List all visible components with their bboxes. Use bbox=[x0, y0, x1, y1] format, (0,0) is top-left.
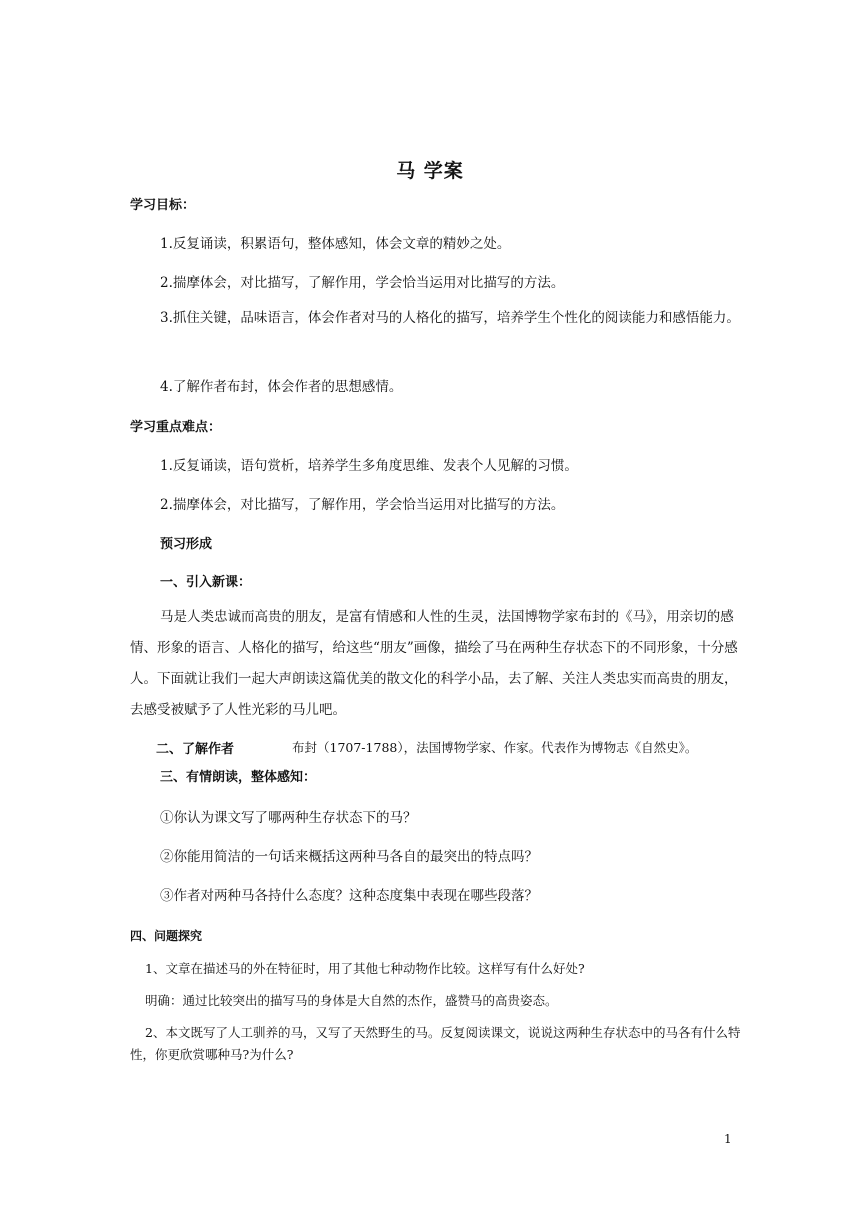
key-point-item: 2.揣摩体会，对比描写，了解作用，学会恰当运用对比描写的方法。 bbox=[160, 497, 565, 513]
key-points-heading: 学习重点难点： bbox=[130, 420, 222, 435]
key-point-item: 1.反复诵读，语句赏析，培养学生多角度思维、发表个人见解的习惯。 bbox=[160, 458, 578, 474]
section4-question: 2、本文既写了人工驯养的马，又写了天然野生的马。反复阅读课文，说说这两种生存状态中的马各有什么特性，你更欣赏哪种马?为什么? bbox=[130, 1025, 741, 1062]
page-title: 马 学案 bbox=[396, 160, 464, 182]
question-item: ①你认为课文写了哪两种生存状态下的马？ bbox=[160, 810, 417, 826]
section3-heading: 三、有情朗读，整体感知： bbox=[160, 770, 317, 785]
goal-item: 2.揣摩体会，对比描写，了解作用，学会恰当运用对比描写的方法。 bbox=[160, 275, 565, 291]
section2-text: 布封（1707-1788），法国博物学家、作家。代表作为博物志《自然史》。 bbox=[292, 740, 698, 755]
section4-heading: 四、问题探究 bbox=[130, 929, 203, 943]
preview-heading: 预习形成 bbox=[160, 537, 213, 552]
section4-question: 1、文章在描述马的外在特征时，用了其他七种动物作比较。这样写有什么好处? bbox=[145, 961, 585, 976]
question-item: ②你能用简洁的一句话来概括这两种马各自的最突出的特点吗？ bbox=[160, 849, 538, 865]
section2-heading: 二、了解作者 bbox=[156, 742, 235, 757]
question-item: ③作者对两种马各持什么态度？这种态度集中表现在哪些段落？ bbox=[160, 888, 538, 904]
goal-item: 1.反复诵读，积累语句，整体感知，体会文章的精妙之处。 bbox=[160, 236, 511, 252]
goal-item: 3.抓住关键，品味语言，体会作者对马的人格化的描写，培养学生个性化的阅读能力和感悟能力。 bbox=[160, 310, 740, 326]
page-number: 1 bbox=[724, 1132, 732, 1146]
goals-heading: 学习目标： bbox=[130, 198, 196, 213]
goal-item: 4.了解作者布封，体会作者的思想感情。 bbox=[160, 379, 403, 395]
section4-answer: 明确：通过比较突出的描写马的身体是大自然的杰作，盛赞马的高贵姿态。 bbox=[145, 993, 558, 1008]
section1-text: 马是人类忠诚而高贵的朋友，是富有情感和人性的生灵，法国博物学家布封的《马》，用亲切的感情、形象的语言、人格化的描写，给这些“朋友”画像，描绘了马在两种生存状态下的不同形象，十分感人。下面就让我们一起大声朗读这篇优美的散文化的科学小品，去了解、关注人类忠实而高贵的朋友，去感受被赋予了人性光彩的马儿吧。 bbox=[130, 609, 738, 718]
section1-heading: 一、引入新课： bbox=[160, 575, 252, 590]
